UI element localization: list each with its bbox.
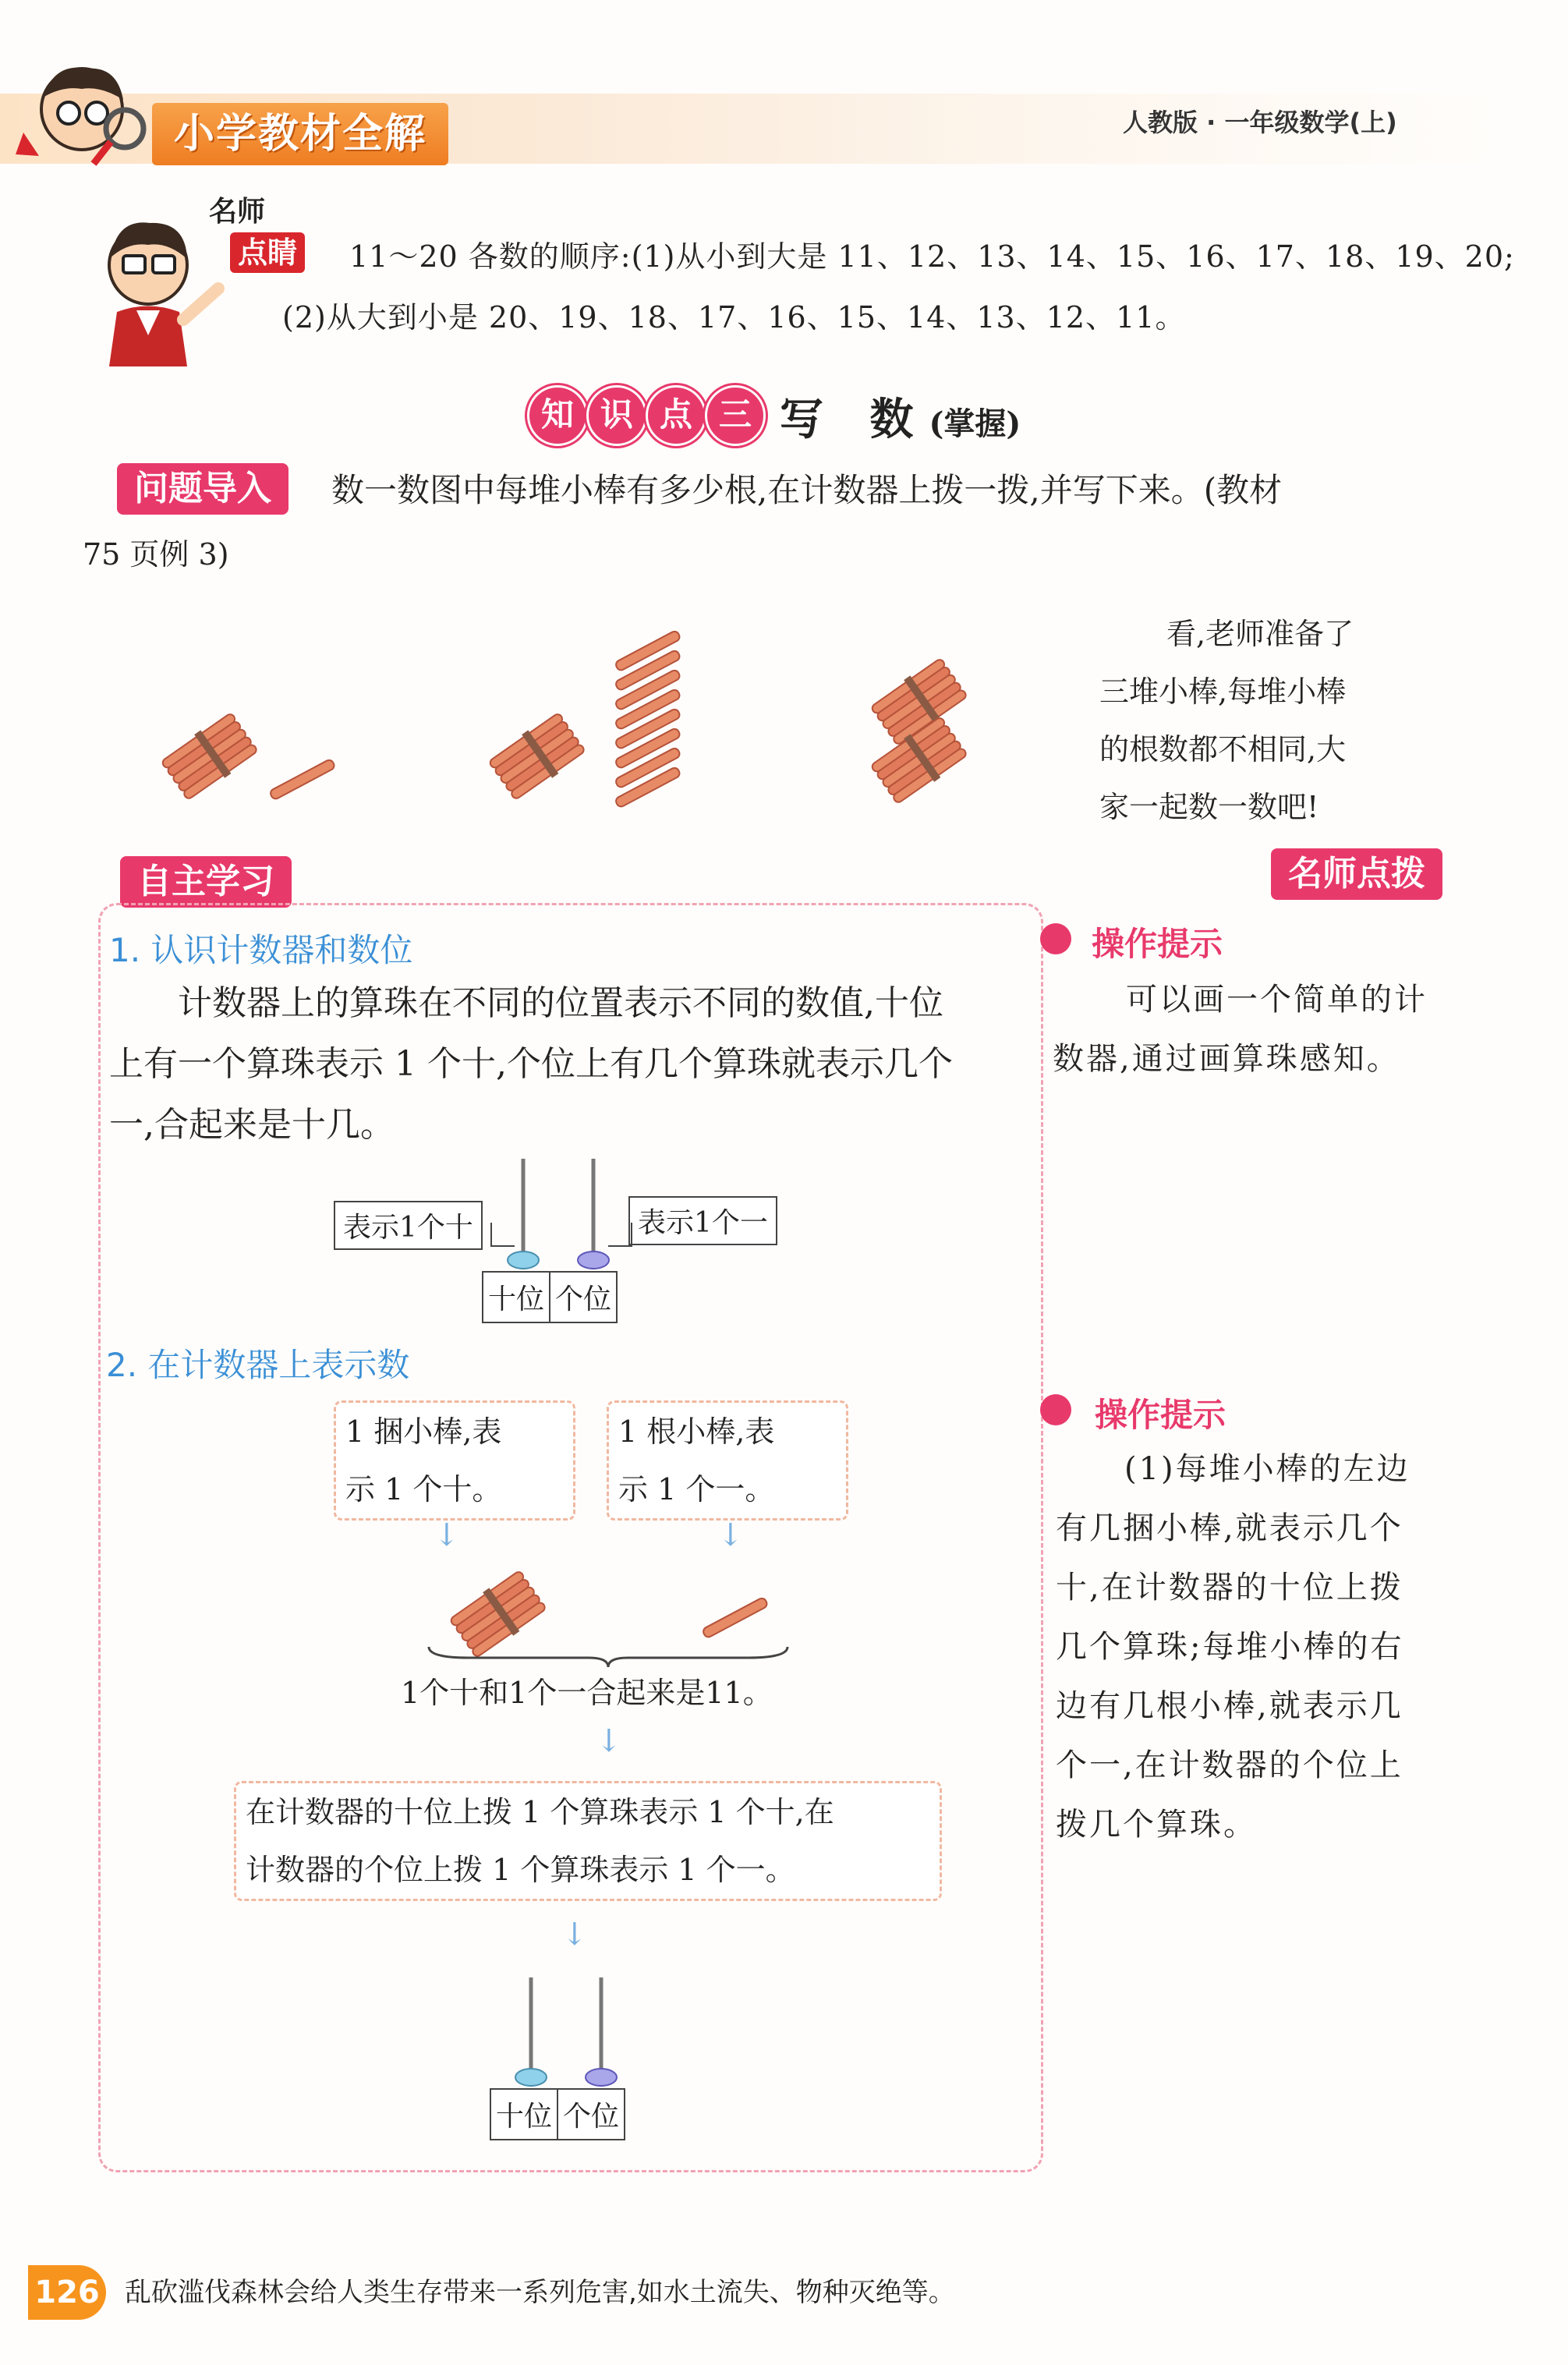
tip2-line-1: (1)每堆小棒的左边 xyxy=(1124,1451,1410,1487)
tip2-line-2: 有几捆小棒,就表示几个 xyxy=(1056,1510,1403,1546)
question-line-1: 数一数图中每堆小棒有多少根,在计数器上拨一拨,并写下来。(教材 xyxy=(331,471,1283,509)
study-heading-2: 2. 在计数器上表示数 xyxy=(106,1346,410,1384)
tip-bullet-icon xyxy=(1040,923,1071,954)
tip-bullet-icon xyxy=(1040,1394,1071,1425)
ones-place-label: 个位 xyxy=(549,1273,616,1322)
arrow-down-icon: ↓ xyxy=(596,1723,622,1759)
note-bottom-box xyxy=(234,1781,942,1901)
note-bottom-line-2: 计数器的个位上拨 1 个算珠表示 1 个一。 xyxy=(246,1853,795,1887)
ones-place-label: 个位 xyxy=(557,2090,624,2139)
note-bundle-line-1: 1 捆小棒,表 xyxy=(345,1414,502,1449)
arrow-down-icon: ↓ xyxy=(717,1517,744,1553)
arrow-down-icon: ↓ xyxy=(561,1917,588,1953)
mascot-magnifier-icon xyxy=(8,55,156,172)
sidebar-tip1-head: 操作提示 xyxy=(1092,925,1223,963)
label-one-ten: 表示1个十 xyxy=(334,1201,483,1250)
teacher-mascot-icon xyxy=(94,211,226,366)
section-subtitle: (掌握) xyxy=(929,405,1021,442)
sidebar-tip2-head: 操作提示 xyxy=(1095,1396,1226,1434)
callout-line-2: 三堆小棒,每堆小棒 xyxy=(1099,674,1347,709)
callout-line-1: 看,老师准备了 xyxy=(1166,617,1354,651)
sum-text: 1个十和1个一合起来是11。 xyxy=(401,1676,773,1710)
tip2-line-4: 几个算珠;每堆小棒的右 xyxy=(1056,1629,1404,1665)
note-stick-line-1: 1 根小棒,表 xyxy=(618,1414,775,1449)
label-one-one: 表示1个一 xyxy=(628,1196,777,1245)
tip2-line-3: 十,在计数器的十位上拨 xyxy=(1056,1570,1403,1606)
edition-label: 人教版 · 一年级数学(上) xyxy=(1123,108,1397,137)
note-bundle-box xyxy=(334,1400,575,1521)
section-char-4: 三 xyxy=(705,385,766,446)
tip1-line-2: 数器,通过画算珠感知。 xyxy=(1053,1041,1400,1077)
section-title-text: 写 数 xyxy=(780,394,929,445)
tip-badge-top: 名师 xyxy=(209,196,266,228)
sidebar-tip1-text xyxy=(1053,970,1489,1089)
sidebar-tip2-text xyxy=(1056,1439,1492,1854)
note-bundle-line-2: 示 1 个十。 xyxy=(345,1472,502,1506)
footer-text: 乱砍滥伐森林会给人类生存带来一系列危害,如水土流失、物种灭绝等。 xyxy=(125,2277,955,2308)
sticks-illustration xyxy=(148,608,1021,811)
tens-place-label: 十位 xyxy=(496,2101,553,2133)
abacus-rods-1 xyxy=(499,1159,616,1276)
tens-place-label: 十位 xyxy=(488,1283,545,1315)
study-paragraph-1 xyxy=(109,973,1029,1156)
tip1-line-1: 可以画一个简单的计 xyxy=(1126,982,1428,1018)
tip2-line-7: 拨几个算珠。 xyxy=(1056,1807,1257,1843)
tip-line-1: 11～20 各数的顺序:(1)从小到大是 11、12、13、14、15、16、17、18、19、20; xyxy=(349,239,1515,274)
study-label: 自主学习 xyxy=(120,856,292,908)
book-title: 小学教材全解 xyxy=(152,103,448,165)
abacus-label-connectors xyxy=(468,1223,655,1254)
p1-line-2: 上有一个算珠表示 1 个十,个位上有几个算珠就表示几个 xyxy=(109,1044,953,1084)
p1-line-3: 一,合起来是十几。 xyxy=(109,1105,395,1145)
question-label: 问题导入 xyxy=(117,463,288,515)
note-stick-line-2: 示 1 个一。 xyxy=(618,1472,775,1506)
tip2-line-6: 个一,在计数器的个位上 xyxy=(1056,1747,1403,1783)
callout-line-4: 家一起数一数吧! xyxy=(1099,790,1319,824)
question-line-2: 75 页例 3) xyxy=(83,537,229,572)
section-char-2: 识 xyxy=(586,385,647,446)
note-stick-box xyxy=(607,1400,848,1521)
callout-text xyxy=(1099,605,1396,836)
place-value-box-2 xyxy=(490,2088,625,2140)
section-char-3: 点 xyxy=(646,385,706,446)
section-title xyxy=(780,385,1021,448)
callout-line-3: 的根数都不相同,大 xyxy=(1099,732,1347,767)
arrow-down-icon: ↓ xyxy=(434,1517,460,1553)
bundle-and-stick-illustration xyxy=(421,1560,795,1669)
abacus-rods-2 xyxy=(507,1977,624,2094)
p1-line-1: 计数器上的算珠在不同的位置表示不同的数值,十位 xyxy=(178,983,943,1023)
place-value-box-1 xyxy=(482,1271,618,1323)
page-number: 126 xyxy=(28,2265,106,2320)
sidebar-label: 名师点拨 xyxy=(1271,848,1442,900)
tip2-line-5: 边有几根小棒,就表示几 xyxy=(1056,1688,1403,1724)
tip-line-2: (2)从大到小是 20、19、18、17、16、15、14、13、12、11。 xyxy=(282,300,1186,335)
tip-badge-bottom: 点睛 xyxy=(230,232,305,273)
section-char-1: 知 xyxy=(527,385,588,446)
note-bottom-line-1: 在计数器的十位上拨 1 个算珠表示 1 个十,在 xyxy=(246,1795,834,1829)
study-heading-1: 1. 认识计数器和数位 xyxy=(109,931,413,969)
